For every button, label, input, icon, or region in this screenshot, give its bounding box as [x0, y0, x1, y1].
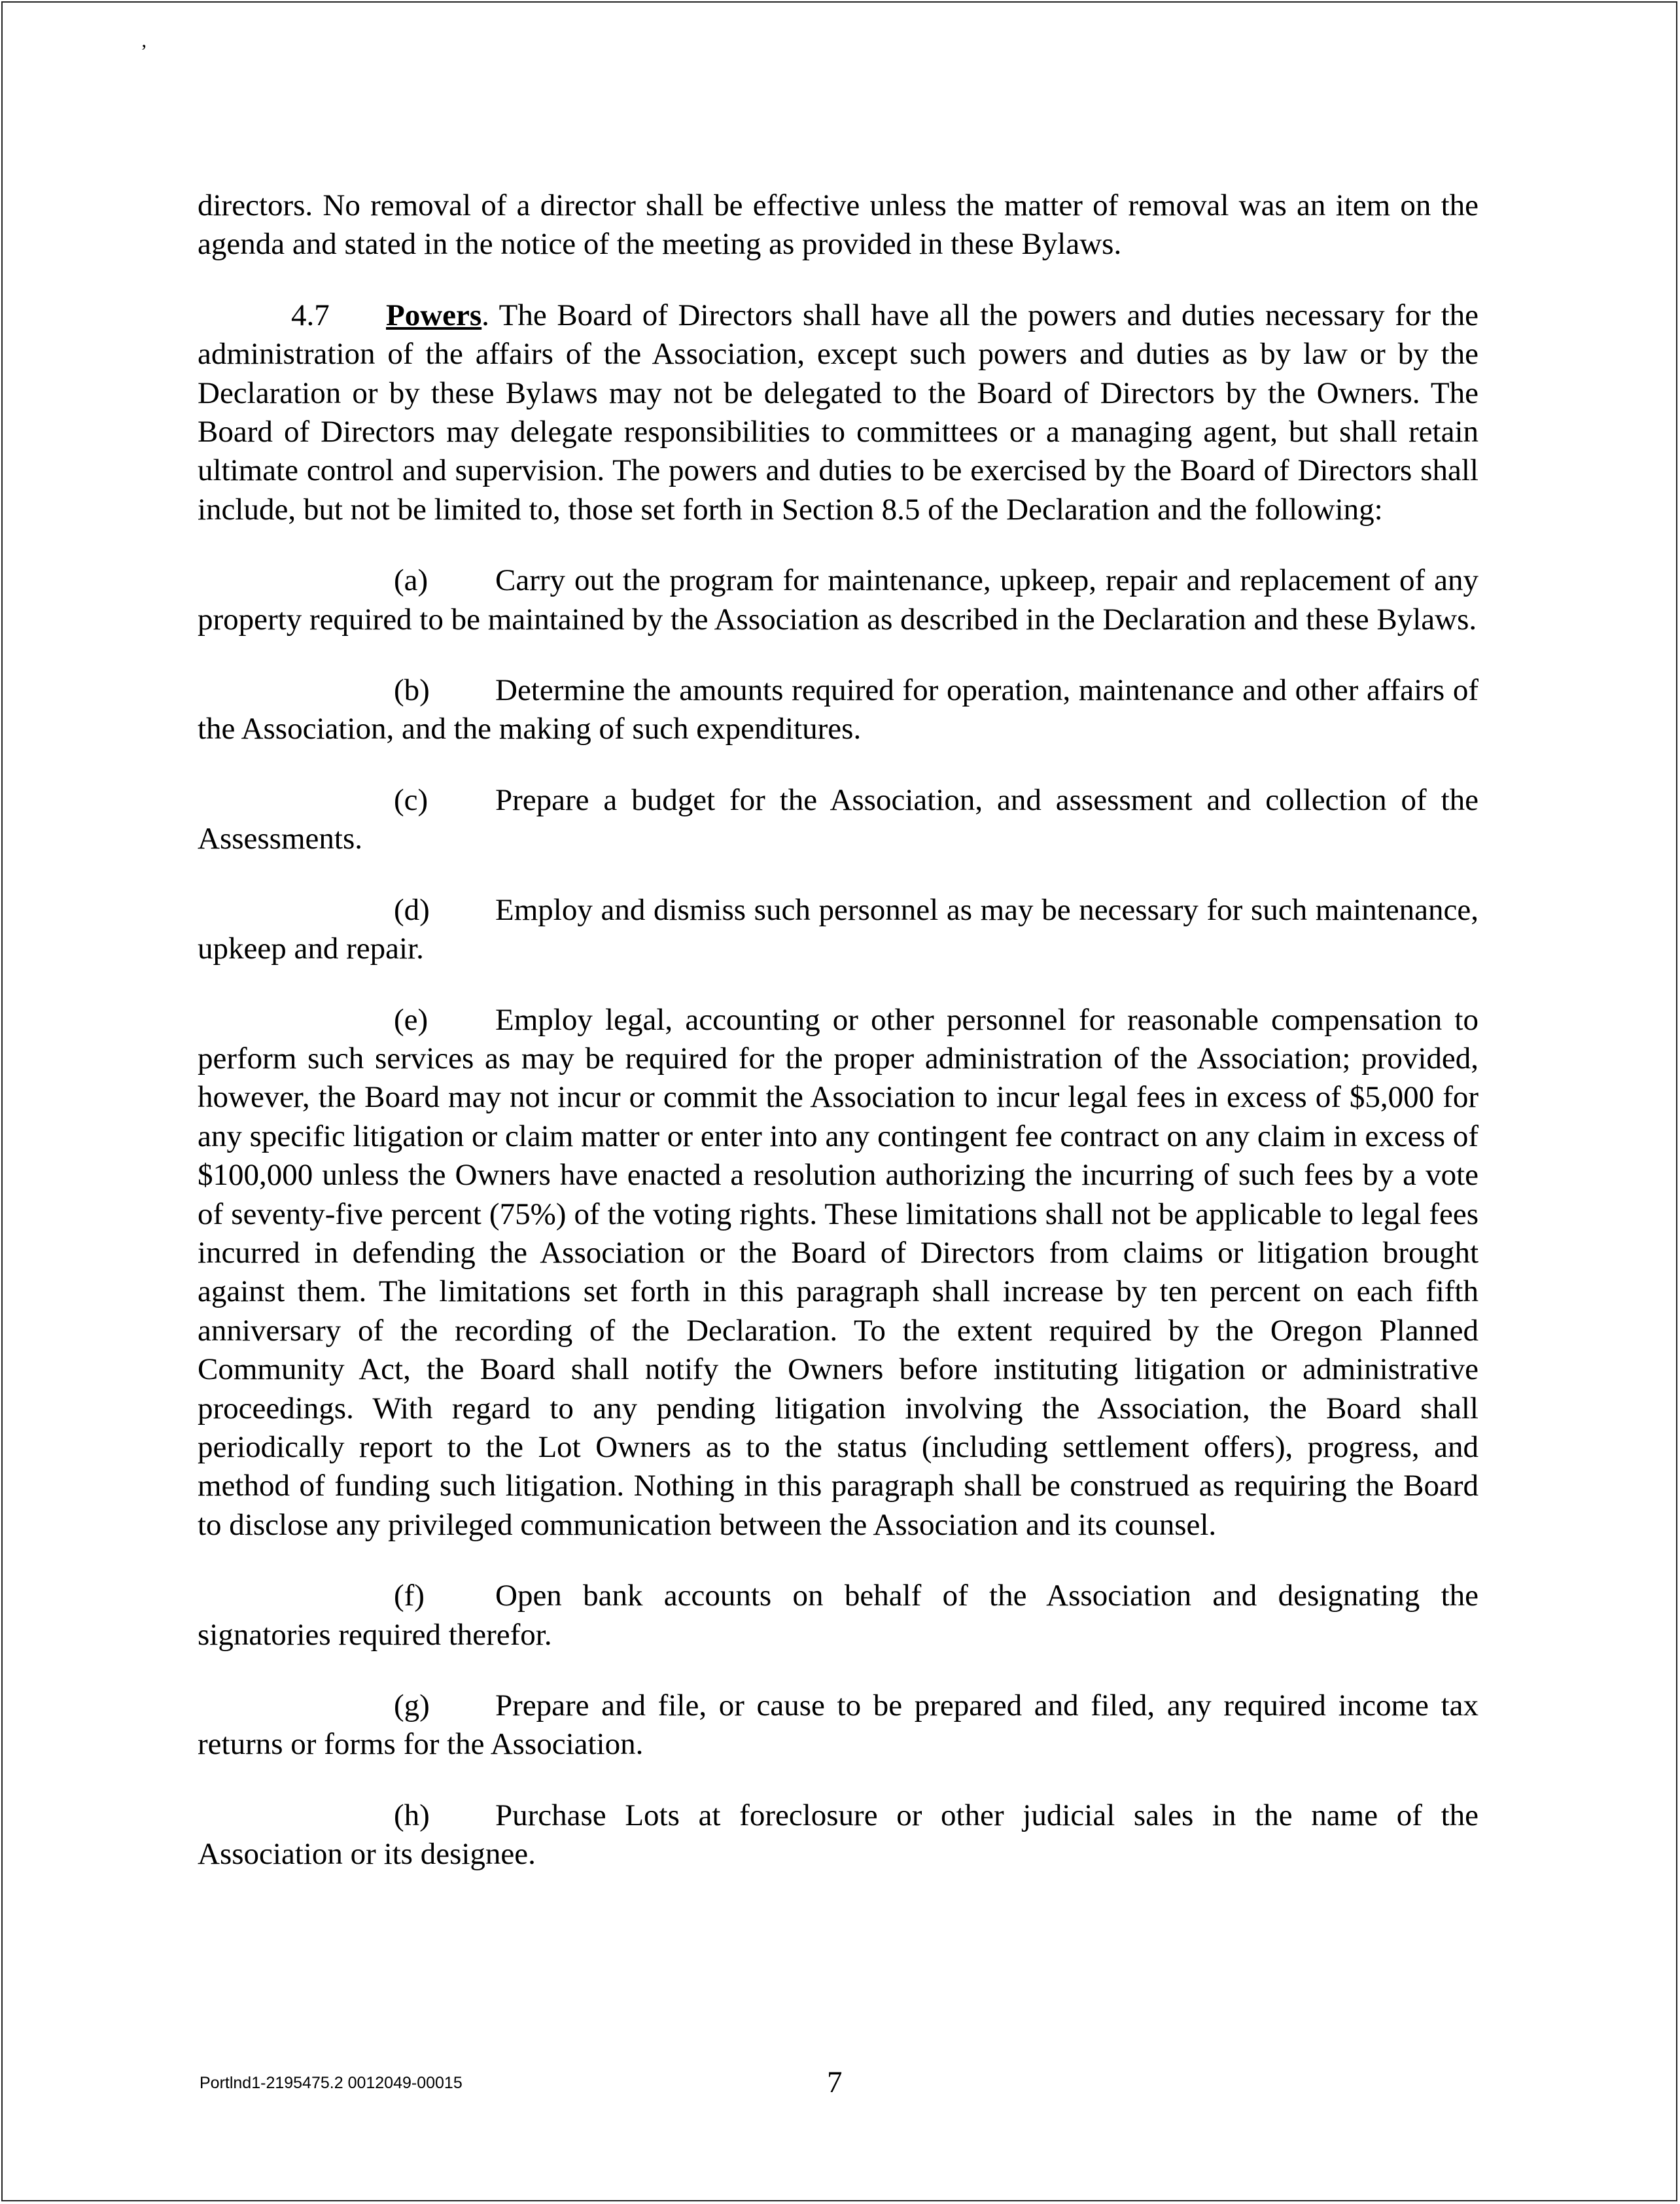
- item-label: (b): [394, 673, 430, 708]
- item-label: (h): [394, 1798, 430, 1832]
- footer-doc-id: Portlnd1-2195475.2 0012049-00015: [200, 2074, 463, 2092]
- item-e: [198, 1001, 1479, 1545]
- section-number: 4.7: [291, 298, 330, 332]
- scan-speck: ’: [141, 41, 147, 62]
- item-f: [198, 1577, 1479, 1654]
- item-label: (g): [394, 1688, 430, 1723]
- section-heading-punct: .: [481, 298, 489, 332]
- item-text: Determine the amounts required for operation, maintenance and other affairs of the Association, and the making of such expenditures.: [198, 673, 1479, 746]
- item-label: (f): [394, 1579, 425, 1613]
- item-text: Carry out the program for maintenance, upkeep, repair and replacement of any property required to be maintained by the Association as described in the Declaration and these Bylaws.: [198, 563, 1479, 637]
- item-label: (a): [394, 563, 429, 598]
- document-body: [198, 186, 1479, 1906]
- item-text: Purchase Lots at foreclosure or other judicial sales in the name of the Association or its designee.: [198, 1798, 1479, 1872]
- item-g: [198, 1687, 1479, 1764]
- item-text: Employ legal, accounting or other personnel for reasonable compensation to perform such services as may be required for the proper administration of the Association; provided, however, the Board may not incur or commit the Association to incur legal fees in excess of $5,000 for any specific litigation or claim matter or enter into any contingent fee contract on any claim in excess of $100,000 unless the Owners have enacted a resolution authorizing the incurring of such fees by a vote of seventy-five percent (75%) of the voting rights. These limitations shall not be applicable to legal fees incurred in defending the Association or the Board of Directors from claims or litigation brought against them. The limitations set forth in this paragraph shall increase by ten percent on each fifth anniversary of the recording of the Declaration. To the extent required by the Oregon Planned Community Act, the Board shall notify the Owners before instituting litigation or administrative proceedings. With regard to any pending litigation involving the Association, the Board shall periodically report to the Lot Owners as to the status (including settlement offers), progress, and method of funding such litigation. Nothing in this paragraph shall be construed as requiring the Board to disclose any privileged communication between the Association and its counsel.: [198, 1002, 1479, 1542]
- item-label: (e): [394, 1002, 429, 1037]
- continuation-paragraph: directors. No removal of a director shall be effective unless the matter of removal was an item on the agenda and stated in the notice of the meeting as provided in these Bylaws.: [198, 188, 1479, 262]
- item-text: Prepare a budget for the Association, and assessment and collection of the Assessments.: [198, 782, 1479, 856]
- item-h: [198, 1796, 1479, 1874]
- section-4-7: [198, 296, 1479, 529]
- item-text: Prepare and file, or cause to be prepared and filed, any required income tax returns or forms for the Association.: [198, 1688, 1479, 1762]
- item-label: (c): [394, 782, 429, 817]
- section-text: The Board of Directors shall have all the powers and duties necessary for the administration of the affairs of the Association, except such powers and duties as by law or by the Declaration or by these Bylaws may not be delegated to the Board of Directors by the Owners. The Board of Directors may delegate responsibilities to committees or a managing agent, but shall retain ultimate control and supervision. The powers and duties to be exercised by the Board of Directors shall include, but not be limited to, those set forth in Section 8.5 of the Declaration and the following:: [198, 298, 1479, 527]
- item-c: [198, 781, 1479, 859]
- item-a: [198, 561, 1479, 639]
- item-label: (d): [394, 892, 430, 927]
- section-heading: Powers: [386, 298, 482, 332]
- item-b: [198, 671, 1479, 749]
- item-text: Open bank accounts on behalf of the Association and designating the signatories required therefor.: [198, 1579, 1479, 1652]
- item-d: [198, 891, 1479, 969]
- item-text: Employ and dismiss such personnel as may be necessary for such maintenance, upkeep and repair.: [198, 892, 1479, 966]
- page-number: 7: [827, 2065, 843, 2099]
